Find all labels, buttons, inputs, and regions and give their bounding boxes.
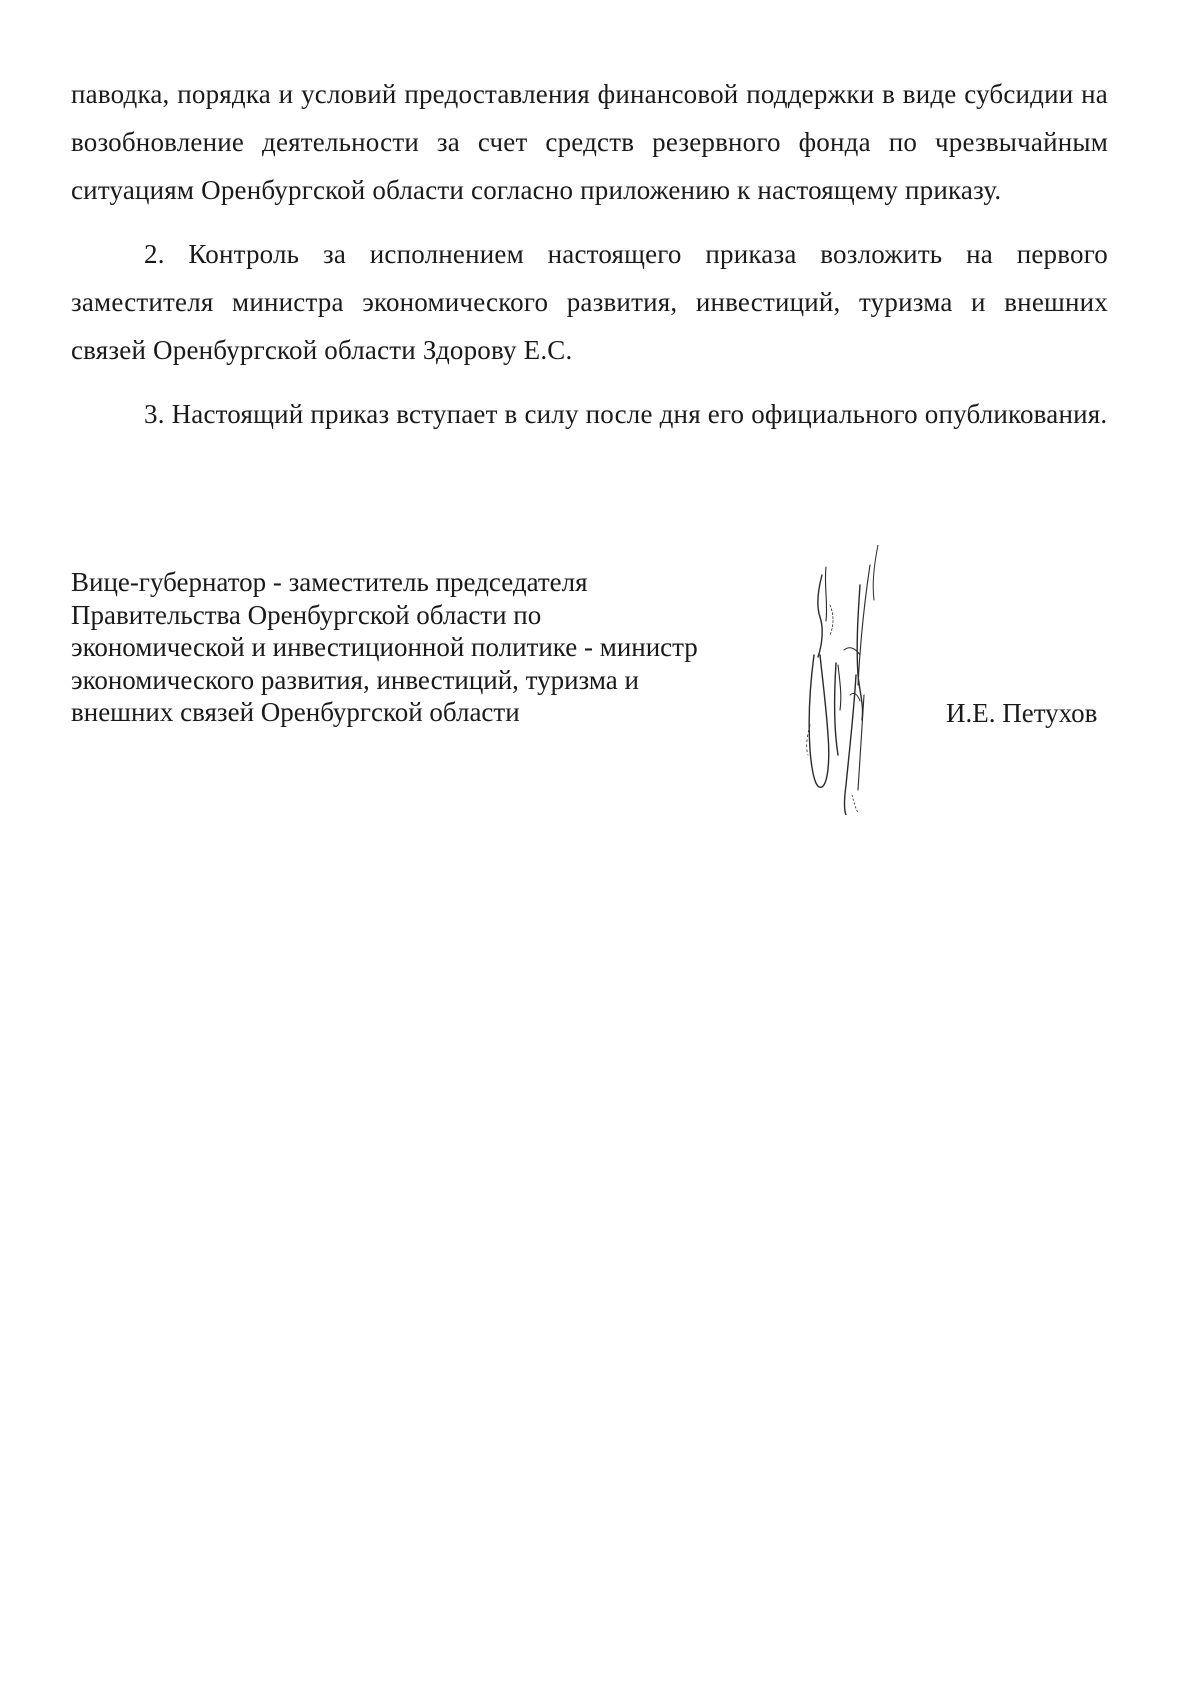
paragraph-effective-clause: 3. Настоящий приказ вступает в силу после дня его официального опубликования. [144,399,1108,429]
signer-title-line: Правительства Оренбургской области по [71,599,542,630]
paragraph-control-clause: 2. Контроль за исполнением настоящего приказа возложить на первого заместителя министра экономического развития, инвестиций, туризма и внешних связей Оренбургской области Здорову Е.С. [71,239,1108,365]
signer-title-line: экономической и инвестиционной политике - министр [71,632,698,662]
handwritten-signature [800,545,910,815]
signer-title-line: экономического развития, инвестиций, туризма и [71,664,639,695]
signer-title [71,566,791,729]
signer-title-line: внешних связей Оренбургской области [71,697,520,727]
signer-name: И.Е. Петухов [946,698,1098,728]
signer-title-line: Вице-губернатор - заместитель председателя [71,567,588,597]
paragraph-continuation: паводка, порядка и условий предоставления финансовой поддержки в виде субсидии на возобновление деятельности за счет средств резервного фонда по чрезвычайным ситуациям Оренбургской области согласно приложению к настоящему приказу. [71,79,1108,205]
